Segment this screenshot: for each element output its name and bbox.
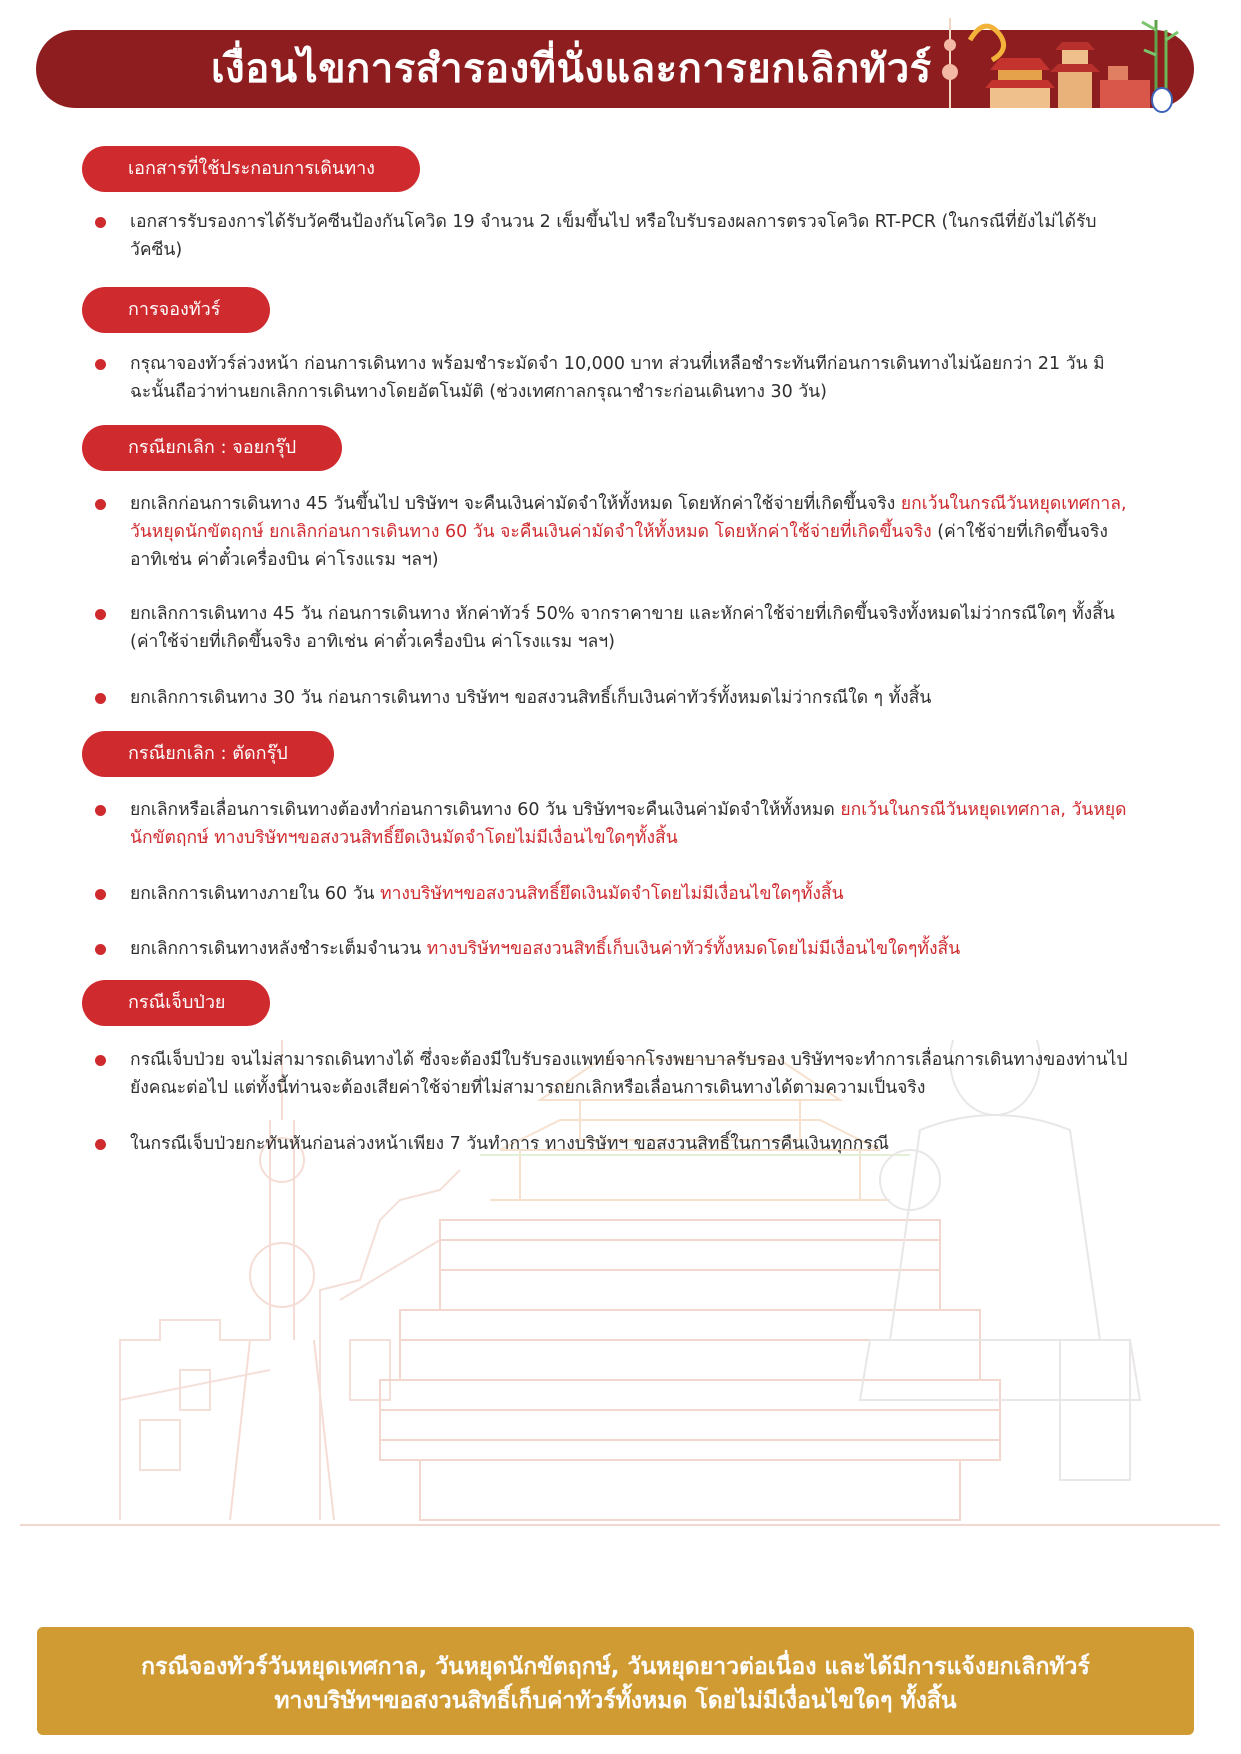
footer-notice <box>37 1627 1194 1735</box>
list-item-text <box>130 880 1130 908</box>
page-title: เงื่อนไขการสำรองที่นั่งและการยกเลิกทัวร์ <box>211 46 932 92</box>
china-landmarks-illustration <box>930 10 1180 118</box>
text-normal: (ค่าใช้จ่ายที่เกิดขึ้นจริง อาทิเช่น ค่าตั๋วเครื่องบิน ค่าโรงแรม ฯลฯ) <box>130 522 1108 570</box>
bullet-icon <box>95 944 106 955</box>
bullet-icon <box>95 359 106 370</box>
footer-line-1: กรณีจองทัวร์วันหยุดเทศกาล, วันหยุดนักขัตฤกษ์, วันหยุดยาวต่อเนื่อง และได้มีการแจ้งยกเลิกทัวร์ <box>141 1654 1090 1680</box>
bullet-icon <box>95 499 106 510</box>
list-item-text <box>130 935 1130 963</box>
bullet-icon <box>95 889 106 900</box>
list-item-text: กรณีเจ็บป่วย จนไม่สามารถเดินทางได้ ซึ่งจะต้องมีใบรับรองแพทย์จากโรงพยาบาลรับรอง บริษัทฯจะทำการเลื่อนการเดินทางของท่านไปยังคณะต่อไป แต่ทั้งนี้ท่านจะต้องเสียค่าใช้จ่ายที่ไม่สามารถยกเลิกหรือเลื่อนการเดินทางได้ตามความเป็นจริง <box>130 1050 1128 1098</box>
header-banner <box>36 30 1194 108</box>
china-skyline-line-art <box>20 1040 1220 1560</box>
list-item-text: ยกเลิกการเดินทาง 30 วัน ก่อนการเดินทาง บริษัทฯ ขอสงวนสิทธิ์เก็บเงินค่าทัวร์ทั้งหมดไม่ว่ากรณีใด ๆ ทั้งสิ้น <box>130 688 932 708</box>
list-item-text <box>130 490 1130 574</box>
text-normal: ยกเลิกก่อนการเดินทาง 45 วันขึ้นไป บริษัทฯ จะคืนเงินค่ามัดจำให้ทั้งหมด โดยหักค่าใช้จ่ายที่เกิดขึ้นจริง <box>130 494 901 514</box>
list-item-text: เอกสารรับรองการได้รับวัคซีนป้องกันโควิด 19 จำนวน 2 เข็มขึ้นไป หรือใบรับรองผลการตรวจโควิด RT-PCR (ในกรณีที่ยังไม่ได้รับวัคซีน) <box>130 212 1097 260</box>
bullet-icon <box>95 217 106 228</box>
text-normal: ยกเลิกการเดินทางภายใน 60 วัน <box>130 884 381 904</box>
footer-line-2: ทางบริษัทฯขอสงวนสิทธิ์เก็บค่าทัวร์ทั้งหมด โดยไม่มีเงื่อนไขใดๆ ทั้งสิ้น <box>274 1688 957 1714</box>
bullet-icon <box>95 693 106 704</box>
list-item-text: ยกเลิกการเดินทาง 45 วัน ก่อนการเดินทาง หักค่าทัวร์ 50% จากราคาขาย และหักค่าใช้จ่ายที่เกิดขึ้นจริงทั้งหมดไม่ว่ากรณีใดๆ ทั้งสิ้น (ค่าใช้จ่ายที่เกิดขึ้นจริง อาทิเช่น ค่าตั๋วเครื่องบิน ค่าโรงแรม ฯลฯ) <box>130 604 1115 652</box>
list-item-text: ในกรณีเจ็บป่วยกะทันหันก่อนล่วงหน้าเพียง 7 วันทำการ ทางบริษัทฯ ขอสงวนสิทธิ์ในการคืนเงินทุกกรณี <box>130 1134 889 1154</box>
bullet-icon <box>95 1139 106 1150</box>
text-highlight: ทางบริษัทฯขอสงวนสิทธิ์ยึดเงินมัดจำโดยไม่มีเงื่อนไขใดๆทั้งสิ้น <box>380 884 844 904</box>
section-label-cancel-private: กรณียกเลิก : ตัดกรุ๊ป <box>82 731 334 777</box>
section-label-documents: เอกสารที่ใช้ประกอบการเดินทาง <box>82 146 420 192</box>
section-label-cancel-join: กรณียกเลิก : จอยกรุ๊ป <box>82 425 342 471</box>
section-label-illness: กรณีเจ็บป่วย <box>82 980 270 1026</box>
text-normal: ยกเลิกการเดินทางหลังชำระเต็มจำนวน <box>130 939 427 959</box>
list-item-text: กรุณาจองทัวร์ล่วงหน้า ก่อนการเดินทาง พร้อมชำระมัดจำ 10,000 บาท ส่วนที่เหลือชำระทันทีก่อนการเดินทางไม่น้อยกว่า 21 วัน มิฉะนั้นถือว่าท่านยกเลิกการเดินทางโดยอัตโนมัติ (ช่วงเทศกาลกรุณาชำระก่อนเดินทาง 30 วัน) <box>130 354 1105 402</box>
bullet-icon <box>95 609 106 620</box>
list-item-text <box>130 796 1130 852</box>
text-normal: ยกเลิกหรือเลื่อนการเดินทางต้องทำก่อนการเดินทาง 60 วัน บริษัทฯจะคืนเงินค่ามัดจำให้ทั้งหมด <box>130 800 841 820</box>
text-highlight: ยกเว้นในกรณีวันหยุดเทศกาล, วันหยุดนักขัตฤกษ์ ทางบริษัทฯขอสงวนสิทธิ์ยึดเงินมัดจำโดยไม่มีเงื่อนไขใดๆทั้งสิ้น <box>130 800 1127 848</box>
bullet-icon <box>95 1055 106 1066</box>
text-highlight: ยกเว้นในกรณีวันหยุดเทศกาล, วันหยุดนักขัตฤกษ์ ยกเลิกก่อนการเดินทาง 60 วัน จะคืนเงินค่ามัดจำให้ทั้งหมด โดยหักค่าใช้จ่ายที่เกิดขึ้นจริง <box>130 494 1127 542</box>
text-highlight: ทางบริษัทฯขอสงวนสิทธิ์เก็บเงินค่าทัวร์ทั้งหมดโดยไม่มีเงื่อนไขใดๆทั้งสิ้น <box>426 939 961 959</box>
section-label-booking: การจองทัวร์ <box>82 287 270 333</box>
bullet-icon <box>95 805 106 816</box>
